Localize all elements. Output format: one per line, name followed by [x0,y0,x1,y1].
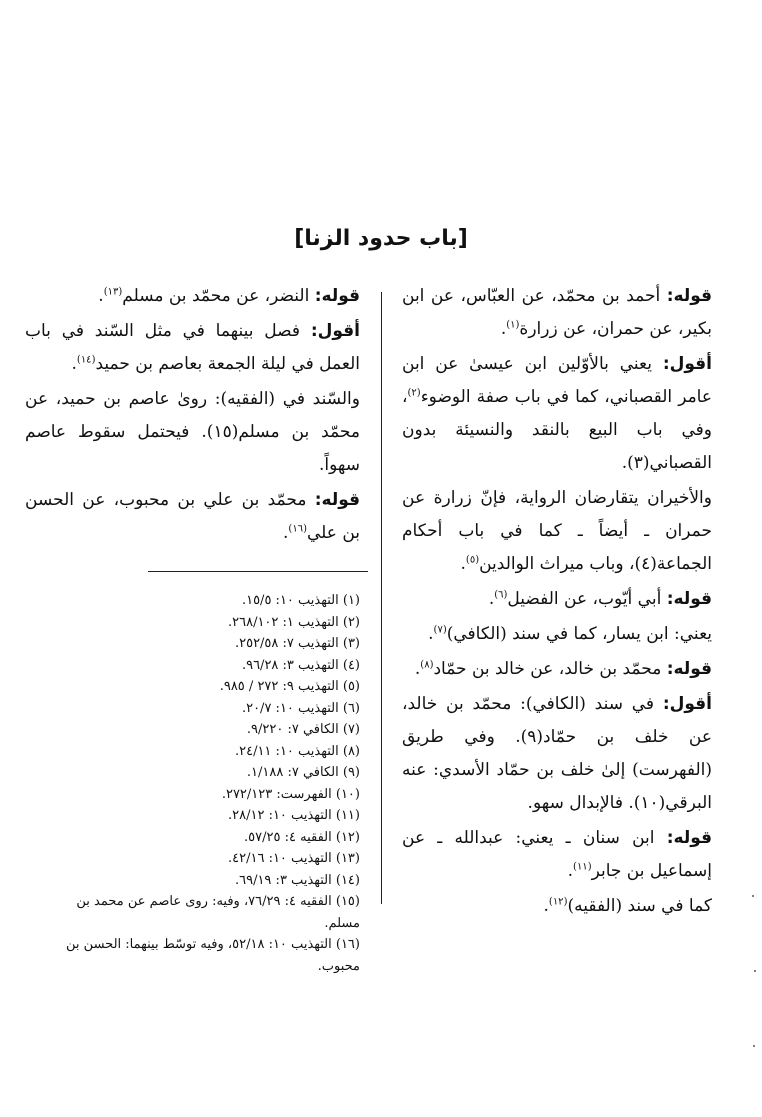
footnote-ref: (١) [506,319,520,331]
paragraph-tail: . [527,793,533,813]
paragraph-tail: . [98,286,104,306]
paragraph-text: النضر، عن محمّد بن مسلم [122,286,315,306]
footnote: (٩) الكافي ٧: ١/١٨٨. [246,765,360,780]
paragraph [402,890,712,923]
paragraph-text: والسّند في (الفقيه): روىٰ عاصم بن حميد، عن محمّد بن مسلم(١٥). فيحتمل سقوط عاصم سهواً [25,389,360,475]
footnote: (٣) التهذيب ٧: ٢٥٢/٥٨. [234,636,360,651]
footnote-ref: (٥) [465,554,480,566]
paragraph-tail: . [428,624,434,644]
paragraph-tail: . [414,659,421,679]
paragraph [402,688,712,820]
paragraph-tail: . [543,896,549,916]
footnote-ref: (١٢) [548,896,568,908]
paragraph [402,280,712,346]
footnote: (٤) التهذيب ٣: ٩٦/٢٨. [241,657,360,673]
footnote: (١٤) التهذيب ٣: ٦٩/١٩. [234,872,360,888]
footnote: (١٠) الفهرست: ٢٧٢/١٢٣. [221,786,360,802]
footnote: (٢) التهذيب ١: ٢٦٨/١٠٢. [227,614,360,630]
paragraph [25,383,360,482]
footnote-ref: (٨) [420,659,434,671]
footnote: (١) التهذيب ١٠: ١٥/٥. [241,593,360,608]
paragraph-text: في سند (الكافي): محمّد بن خالد، عن خلف بن حمّاد(٩). وفي طريق (الفهرست) إلىٰ خلف بن حمّاد الأسدي: عنه البرقي(١٠). فالإبدال سهو [402,694,713,813]
paragraph-text: أبي أيّوب، عن الفضيل [507,589,667,609]
footnote: (١٥) الفقيه ٤: ٧٦/٢٩، وفيه: روى عاصم عن محمد بن مسلم. [76,894,360,931]
paragraph-tail: . [283,523,289,543]
paragraph-text: كما في سند (الفقيه) [567,896,712,916]
paragraph-tail: . [71,354,77,374]
footnote-ref: (٧) [433,624,447,636]
paragraph-label: قوله: [314,286,360,306]
paragraph [25,280,360,313]
paragraph [402,583,712,616]
paragraph-label: أقول: [662,694,712,714]
left-column [25,280,360,550]
paragraph-tail: ، وفي باب البيع بالنقد والنسيئة بدون القصباني(٣). [402,387,712,473]
footnote-ref: (١٦) [288,523,307,535]
footnote: (١٦) التهذيب ١٠: ٥٢/١٨، وفيه توسّط بينهما: الحسن بن محبوب. [66,937,360,974]
right-column [402,280,712,923]
paragraph-label: قوله: [666,828,712,848]
column-divider [381,292,382,904]
paragraph-tail: . [567,861,574,881]
paragraph-label: أقول: [662,354,712,374]
scan-speck [754,970,756,972]
footnote: (٦) التهذيب ١٠: ٢٠/٧. [241,700,360,716]
paragraph-tail: . [500,319,507,339]
paragraph-text: محمّد بن علي بن محبوب، عن الحسن بن علي [25,490,360,543]
paragraph-label: قوله: [666,286,712,306]
paragraph-text: ابن سنان ـ يعني: عبدالله ـ عن إسماعيل بن جابر [402,828,712,881]
section-heading: [باب حدود الزنا] [294,226,468,251]
paragraph [25,315,360,381]
footnote: (٨) التهذيب ١٠: ٢٤/١١. [234,743,360,759]
paragraph [25,484,360,550]
paragraph-label: قوله: [666,589,712,609]
footnote: (٥) التهذيب ٩: ٢٧٢ / ٩٨٥. [219,679,360,694]
paragraph-tail: . [460,554,466,574]
footnote-separator [148,571,368,572]
footnote-ref: (٢) [407,387,421,399]
paragraph [402,482,712,581]
paragraph-text: يعني بالأوّلين ابن عيسىٰ عن ابن عامر القصباني، كما في باب صفة الوضوء [402,354,712,407]
paragraph-text: فصل بينهما في مثل السّند في باب العمل في ليلة الجمعة بعاصم بن حميد [25,321,360,374]
footnote-ref: (١٤) [76,354,96,366]
footnote: (١٢) الفقيه ٤: ٥٧/٢٥. [244,829,360,845]
footnote: (١٣) التهذيب ١٠: ٤٢/١٦. [227,851,360,866]
scan-speck [753,1045,755,1047]
paragraph-text: محمّد بن خالد، عن خالد بن حمّاد [433,659,667,679]
paragraph-text: والأخيران يتقارضان الرواية، فإنّ زرارة عن حمران ـ أيضاً ـ كما في باب أحكام الجماعة(٤)، وباب ميراث الوالدين [402,488,712,574]
paragraph-label: قوله: [314,490,360,510]
paragraph-text: يعني: ابن يسار، كما في سند (الكافي) [446,624,712,644]
footnote-ref: (١٣) [103,286,123,298]
footnote: (٧) الكافي ٧: ٩/٢٢٠. [246,722,360,737]
footnote-ref: (١١) [573,861,592,873]
paragraph [402,348,712,480]
paragraph-label: أقول: [310,321,360,341]
paragraph [402,653,712,686]
footnotes [55,590,360,977]
scan-speck [752,895,754,897]
footnote-ref: (٦) [494,589,508,601]
paragraph [402,822,712,888]
footnote: (١١) التهذيب ١٠: ٢٨/١٢. [227,808,360,823]
paragraph [402,618,712,651]
paragraph-tail: . [319,455,325,475]
paragraph-text: أحمد بن محمّد، عن العبّاس، عن ابن بكير، عن حمران، عن زرارة [402,286,712,339]
paragraph-label: قوله: [666,659,712,679]
paragraph-tail: . [488,589,495,609]
